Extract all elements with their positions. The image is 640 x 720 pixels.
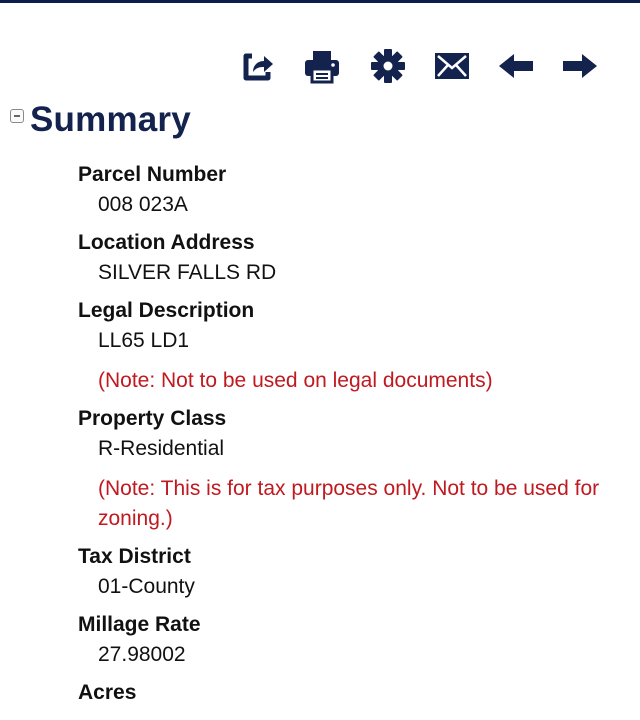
field-value: 01-County xyxy=(98,575,195,598)
next-button[interactable] xyxy=(558,44,602,88)
collapse-toggle-icon[interactable] xyxy=(10,109,24,123)
field-acres xyxy=(78,678,618,708)
share-icon xyxy=(238,46,278,86)
summary-section-header xyxy=(10,98,191,142)
field-label: Property Class xyxy=(78,407,227,430)
field-label: Parcel Number xyxy=(78,163,227,186)
field-label: Acres xyxy=(78,681,137,704)
settings-button[interactable] xyxy=(366,44,410,88)
print-button[interactable] xyxy=(300,44,344,88)
field-label: Millage Rate xyxy=(78,613,201,636)
field-tax-district xyxy=(78,542,618,602)
field-label: Location Address xyxy=(78,231,255,254)
arrow-right-icon xyxy=(560,46,600,86)
field-value: LL65 LD1 xyxy=(98,329,190,352)
field-value: R-Residential xyxy=(98,437,225,460)
field-location-address xyxy=(78,228,618,288)
settings-gear-icon xyxy=(368,46,408,86)
email-envelope-icon xyxy=(432,46,472,86)
field-note: (Note: This is for tax purposes only. Not to be used for zoning.) xyxy=(98,477,600,530)
toolbar xyxy=(236,44,610,88)
field-label: Tax District xyxy=(78,545,191,568)
field-parcel-number xyxy=(78,160,618,220)
share-button[interactable] xyxy=(236,44,280,88)
field-value: 27.98002 xyxy=(98,643,186,666)
field-legal-description xyxy=(78,296,618,396)
top-border xyxy=(0,0,640,3)
field-label: Legal Description xyxy=(78,299,255,322)
summary-fields xyxy=(78,160,618,716)
field-note: (Note: Not to be used on legal documents) xyxy=(98,369,493,392)
field-millage-rate xyxy=(78,610,618,670)
field-value: 008 023A xyxy=(98,193,188,216)
email-button[interactable] xyxy=(430,44,474,88)
field-value: SILVER FALLS RD xyxy=(98,261,277,284)
print-icon xyxy=(302,46,342,86)
section-title: Summary xyxy=(30,100,191,139)
arrow-left-icon xyxy=(496,46,536,86)
previous-button[interactable] xyxy=(494,44,538,88)
field-property-class xyxy=(78,404,618,534)
